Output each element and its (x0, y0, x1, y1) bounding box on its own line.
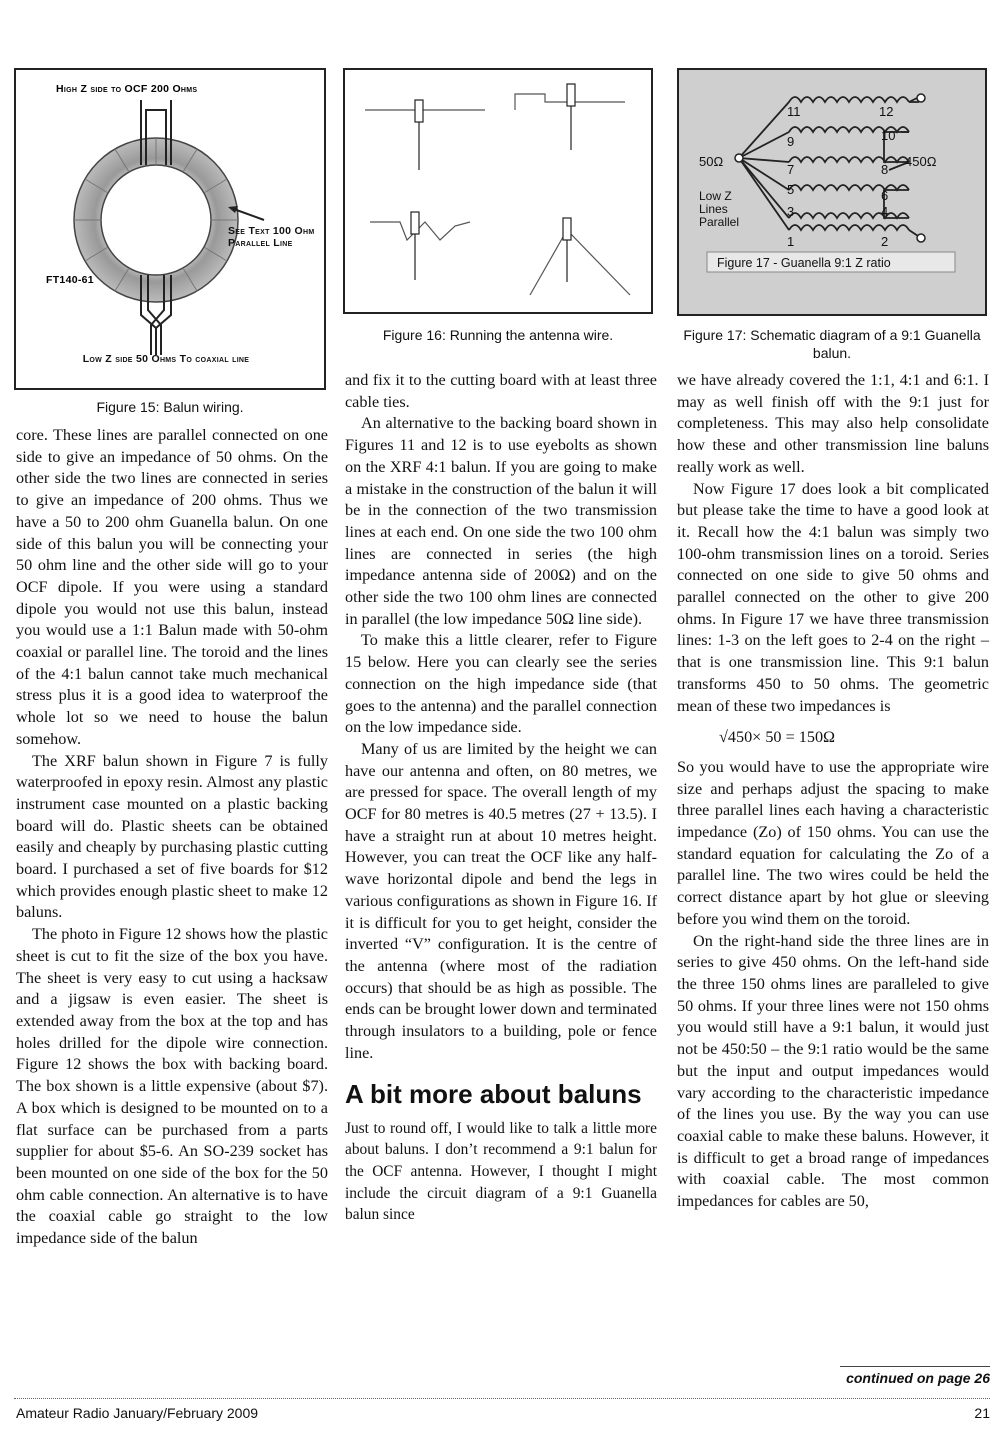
page-number: 21 (974, 1405, 990, 1421)
col3-paragraph: Now Figure 17 does look a bit complicated but please take the time to have a good look at it. Recall how the 4:1 balun was simply two 100-ohm transmission lines on a toroid. Series connected on one side to give 50 ohms and parallel connected on the other to give 200 ohms. In Figure 17 we have three transmission lines: 1-3 on the left goes to 2-4 on the right – that is one transmission line. This 9:1 balun transforms 450 to 50 ohms. The geometric mean of these two impedances is (677, 479, 989, 715)
figure-16 (343, 68, 653, 314)
fig15-label-bottom: Low Z side 50 Ohms To coaxial line (82, 353, 250, 365)
figure-15-caption: Figure 15: Balun wiring. (96, 399, 244, 415)
terminal-6: 6 (881, 188, 889, 203)
col2-paragraph: and fix it to the cutting board with at least three cable ties. (345, 371, 657, 411)
low-z-label: Low Z Lines Parallel (699, 190, 740, 229)
col2-paragraph: Just to round off, I would like to talk a little more about baluns. I don’t recommend a 9:1 balun for the OCF antenna. However, I thought I might include the circuit diagram of a 9:1 Guanella balun since (345, 1119, 657, 1224)
antenna-configurations-diagram (345, 70, 651, 312)
fig15-label-note: See Text 100 Ohm Parallel Line (228, 225, 315, 249)
column-1 (16, 425, 328, 1250)
col1-paragraph: The photo in Figure 12 shows how the plastic sheet is cut to fit the size of the box you have. The sheet is very easy to cut using a hacksaw and a jigsaw is even easier. The sheet is extended away from the box at the top and has holes drilled for the dipole wire connection. Figure 12 shows the box with backing board. The box shown is a little expensive (about $7). A box which is designed to be mounted on to a flat surface can be purchased from a parts supplier for about $5-6. An SO-239 socket has been mounted on one side of the box for the 50 ohm cable connection. An alternative is to have the coaxial cable go straight to the low impedance side of the balun (16, 925, 328, 1248)
fig15-label-top: High Z side to OCF 200 Ohms (56, 83, 198, 95)
impedance-50: 50Ω (699, 154, 724, 169)
terminal-7: 7 (787, 162, 795, 177)
col2-paragraph: Many of us are limited by the height we can have our antenna and often, on 80 metres, we are pressed for space. The overall length of my OCF for 80 metres is 40.5 metres (27 + 13.5). I have a straight run at about 10 metres height. However, you can treat the OCF like any half-wave horizontal dipole and bend the legs in various configurations as shown in Figure 16. If it is difficult for you to get height, consider the inverted “V” configuration. It is the centre of the antenna (where most of the radiation occurs) that should be as high as possible. The ends can be brought lower down and terminated through insulators to a building, pole or fence line. (345, 739, 657, 1062)
terminal-2: 2 (881, 234, 889, 249)
section-heading: A bit more about baluns (345, 1078, 642, 1109)
continued-note-rule (840, 1366, 990, 1367)
impedance-450: 450Ω (905, 154, 937, 169)
column-2 (345, 370, 657, 1226)
terminal-9: 9 (787, 134, 795, 149)
col3-paragraph: we have already covered the 1:1, 4:1 and 6:1. I may as well finish off with the 9:1 just for completeness. This may also help consolidate how these and other transmission line baluns really work as well. (677, 371, 989, 476)
fig15-label-core: FT140-61 (46, 274, 94, 286)
terminal-4: 4 (881, 204, 889, 219)
col1-paragraph: The XRF balun shown in Figure 7 is fully waterproofed in epoxy resin. Almost any plastic instrument case mounted on a plastic backing board will do. Plastic sheets can be obtained easily and cheaply by purchasing plastic cutting board. I purchased a set of five boards for $12 which provides enough plastic sheet to make 12 baluns. (16, 751, 328, 922)
figure-16-caption: Figure 16: Running the antenna wire. (382, 327, 614, 343)
col3-paragraph: So you would have to use the appropriate wire size and perhaps adjust the spacing to make three parallel lines each having a characteristic impedance (Zo) of 150 ohms. You can use the standard equation for calculating the Zo of a parallel line. The two wires could be held the correct distance apart by hot glue or sleeving before you wind them on the toroid. (677, 757, 989, 928)
figure-17 (677, 68, 987, 316)
continued-note: continued on page 26 (846, 1370, 990, 1386)
fig17-inner-caption: Figure 17 - Guanella 9:1 Z ratio (717, 256, 891, 270)
col3-paragraph: On the right-hand side the three lines are in series to give 450 ohms. On the left-hand side the three 150 ohms lines are paralleled to give 50 ohms. If your three lines were not 150 ohms you would still have a 9:1 balun, it would just not be 450:50 – the 9:1 ratio would be the same but the input and output impedances would vary according to the characteristic impedance of the lines you use. By the way you can use coaxial cable to make these baluns. However, it is difficult to get a broad range of impedances with coaxial cable. The most common impedances for cables are 50, (677, 931, 989, 1211)
terminal-1: 1 (787, 234, 795, 249)
terminal-12: 12 (879, 104, 894, 119)
column-3 (677, 370, 989, 1213)
guanella-9-1-schematic (679, 70, 985, 314)
col1-paragraph: core. These lines are parallel connected on one side to give an impedance of 50 ohms. On the other side the two lines are connected in series to give an impedance of 200 ohms. Thus we have a 50 to 200 ohm Guanella balun. On one side of this balun you will be connecting your 50 ohm line and the other side will go to your OCF dipole. If you were using a standard dipole you would not use this balun, instead you would use a 1:1 Balun made with 50-ohm coaxial or parallel line. The toroid and the lines of the 4:1 balun cannot take much mechanical stress plus it is a good idea to waterproof the whole lot so we need to house the balun somehow. (16, 426, 328, 748)
terminal-5: 5 (787, 182, 795, 197)
figure-15 (14, 68, 326, 390)
footer-rule (14, 1398, 990, 1399)
footer-publication: Amateur Radio January/February 2009 (16, 1405, 259, 1421)
balun-wiring-diagram (16, 70, 324, 388)
terminal-8: 8 (881, 162, 889, 177)
col2-paragraph: An alternative to the backing board shown in Figures 11 and 12 is to use eyebolts as shown on the XRF 4:1 balun. If you are going to make a mistake in the construction of the balun it will be in the connection of the two transmission lines at each end. On one side the two 100 ohm lines are connected in series (the high impedance antenna side of 200Ω) and on the other side the two 100 ohm lines are connected in parallel (the low impedance 50Ω line side). (345, 414, 657, 628)
equation: √450× 50 = 150Ω (719, 728, 836, 747)
terminal-11: 11 (787, 104, 801, 119)
col2-paragraph: To make this a little clearer, refer to Figure 15 below. Here you can clearly see the series connection on the high impedance side (that goes to the antenna) and the parallel connection on the low impedance side. (345, 631, 657, 737)
figure-17-caption: Figure 17: Schematic diagram of a 9:1 Guanella balun. (683, 327, 981, 361)
terminal-3: 3 (787, 204, 795, 219)
terminal-10: 10 (881, 128, 896, 143)
